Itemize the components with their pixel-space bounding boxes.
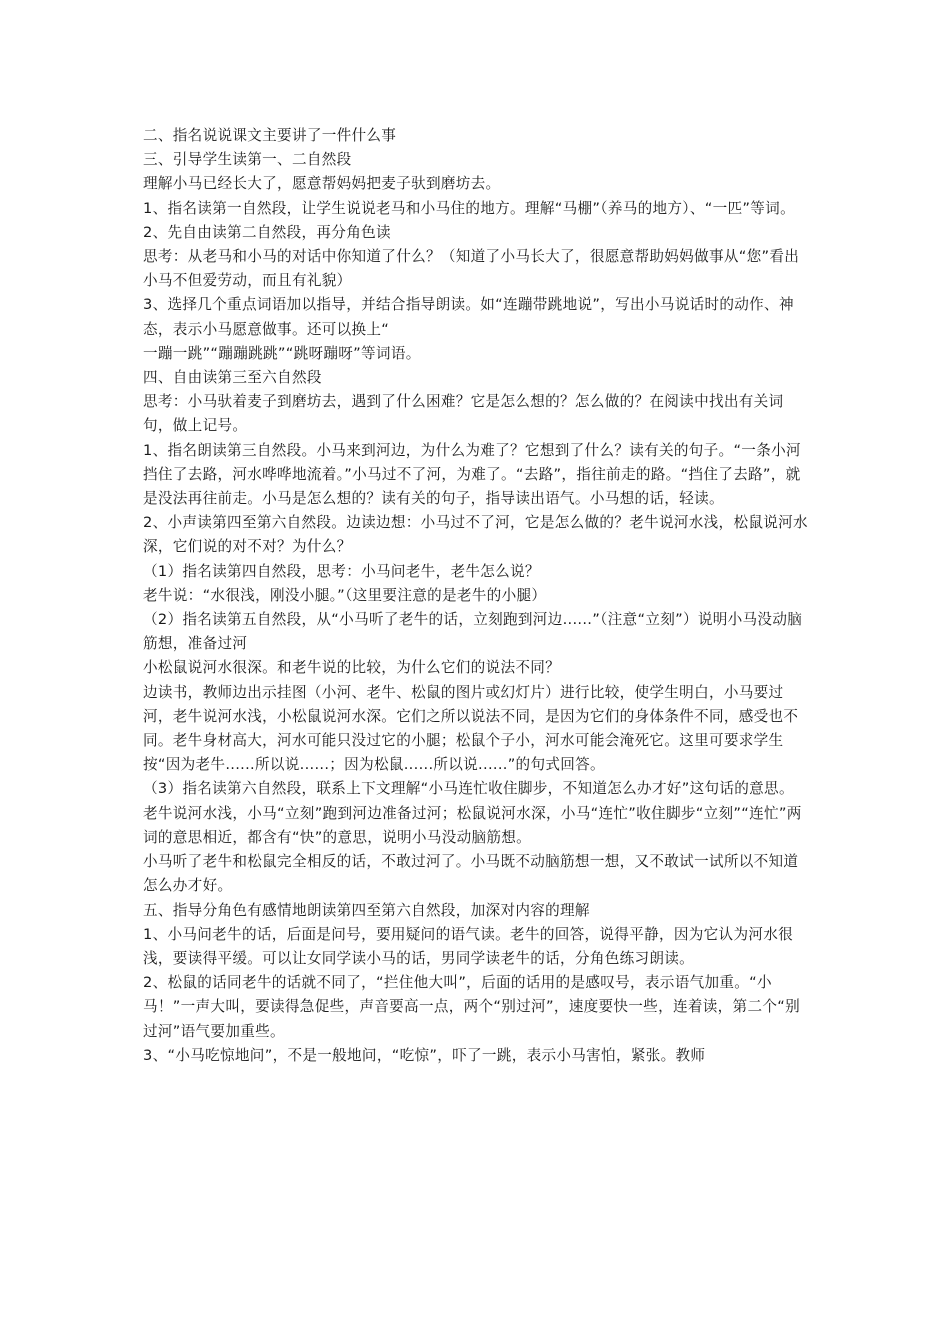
paragraph: （2）指名读第五自然段，从“小马听了老牛的话，立刻跑到河边......”（注意“立刻”）说明小马没动脑筋想，准备过河 xyxy=(143,611,803,653)
paragraph: 小松鼠说河水很深。和老牛说的比较，为什么它们的说法不同？ xyxy=(143,659,561,677)
paragraph: （3）指名读第六自然段，联系上下文理解“小马连忙收住脚步，不知道怎么办才好”这句话的意思。 xyxy=(143,780,794,798)
paragraph: 五、指导分角色有感情地朗读第四至第六自然段，加深对内容的理解 xyxy=(143,901,590,919)
paragraph: 老牛说：“水很浅，刚没小腿。”（这里要注意的是老牛的小腿） xyxy=(143,586,547,604)
paragraph: 思考：小马驮着麦子到磨坊去，遇到了什么困难？它是怎么想的？怎么做的？在阅读中找出有关词句，做上记号。 xyxy=(143,393,784,435)
paragraph: 1、小马问老牛的话，后面是问号，要用疑问的语气读。老牛的回答，说得平静，因为它认为河水很浅，要读得平缓。可以让女同学读小马的话，男同学读老牛的话，分角色练习朗读。 xyxy=(143,925,794,967)
paragraph: 3、选择几个重点词语加以指导，并结合指导朗读。如“连蹦带跳地说”，写出小马说话时的动作、神态，表示小马愿意做事。还可以换上“ xyxy=(143,296,794,338)
document-body xyxy=(143,124,809,1068)
paragraph: 理解小马已经长大了，愿意帮妈妈把麦子驮到磨坊去。 xyxy=(143,175,501,193)
paragraph: （1）指名读第四自然段，思考：小马问老牛，老牛怎么说？ xyxy=(143,562,540,580)
paragraph: 小马听了老牛和松鼠完全相反的话，不敢过河了。小马既不动脑筋想一想，又不敢试一试所以不知道怎么办才好。 xyxy=(143,853,799,895)
paragraph: 2、小声读第四至第六自然段。边读边想：小马过不了河，它是怎么做的？老牛说河水浅，松鼠说河水深，它们说的对不对？为什么？ xyxy=(143,514,808,556)
paragraph: 三、引导学生读第一、二自然段 xyxy=(143,151,352,169)
paragraph: 边读书，教师边出示挂图（小河、老牛、松鼠的图片或幻灯片）进行比较，使学生明白，小马要过河，老牛说河水浅，小松鼠说河水深。它们之所以说法不同，是因为它们的身体条件不同，感受也不同。老牛身材高大，河水可能只没过它的小腿；松鼠个子小，河水可能会淹死它。这里可要求学生按“因为老牛......所以说......；因为松鼠......所以说......”的句式回答。 xyxy=(143,683,799,774)
paragraph: 思考：从老马和小马的对话中你知道了什么？（知道了小马长大了，很愿意帮助妈妈做事从“您”看出小马不但爱劳动，而且有礼貌） xyxy=(143,248,800,290)
paragraph: 2、松鼠的话同老牛的话就不同了，“拦住他大叫”，后面的话用的是感叹号，表示语气加重。“小马！”一声大叫，要读得急促些，声音要高一点，两个“别过河”，速度要快一些，连着读，第二个“别过河”语气要加重些。 xyxy=(143,974,800,1040)
paragraph: 3、“小马吃惊地问”，不是一般地问，“吃惊”，吓了一跳，表示小马害怕，紧张。教师 xyxy=(143,1046,706,1064)
paragraph: 一蹦一跳”“蹦蹦跳跳”“跳呀蹦呀”等词语。 xyxy=(143,344,421,362)
paragraph: 四、自由读第三至六自然段 xyxy=(143,369,322,387)
paragraph: 2、先自由读第二自然段，再分角色读 xyxy=(143,223,391,241)
paragraph: 二、指名说说课文主要讲了一件什么事 xyxy=(143,127,397,144)
paragraph: 1、指名读第一自然段，让学生说说老马和小马住的地方。理解“马棚”（养马的地方）、“一匹”等词。 xyxy=(143,199,795,217)
paragraph: 老牛说河水浅，小马“立刻”跑到河边准备过河；松鼠说河水深，小马“连忙”收住脚步“立刻”“连忙”两词的意思相近，都含有“快”的意思，说明小马没动脑筋想。 xyxy=(143,804,802,846)
paragraph: 1、指名朗读第三自然段。小马来到河边，为什么为难了？它想到了什么？读有关的句子。“一条小河挡住了去路，河水哗哗地流着。”小马过不了河，为难了。“去路”，指往前走的路。“挡住了去路”，就是没法再往前走。小马是怎么想的？读有关的句子，指导读出语气。小马想的话，轻读。 xyxy=(143,441,801,508)
